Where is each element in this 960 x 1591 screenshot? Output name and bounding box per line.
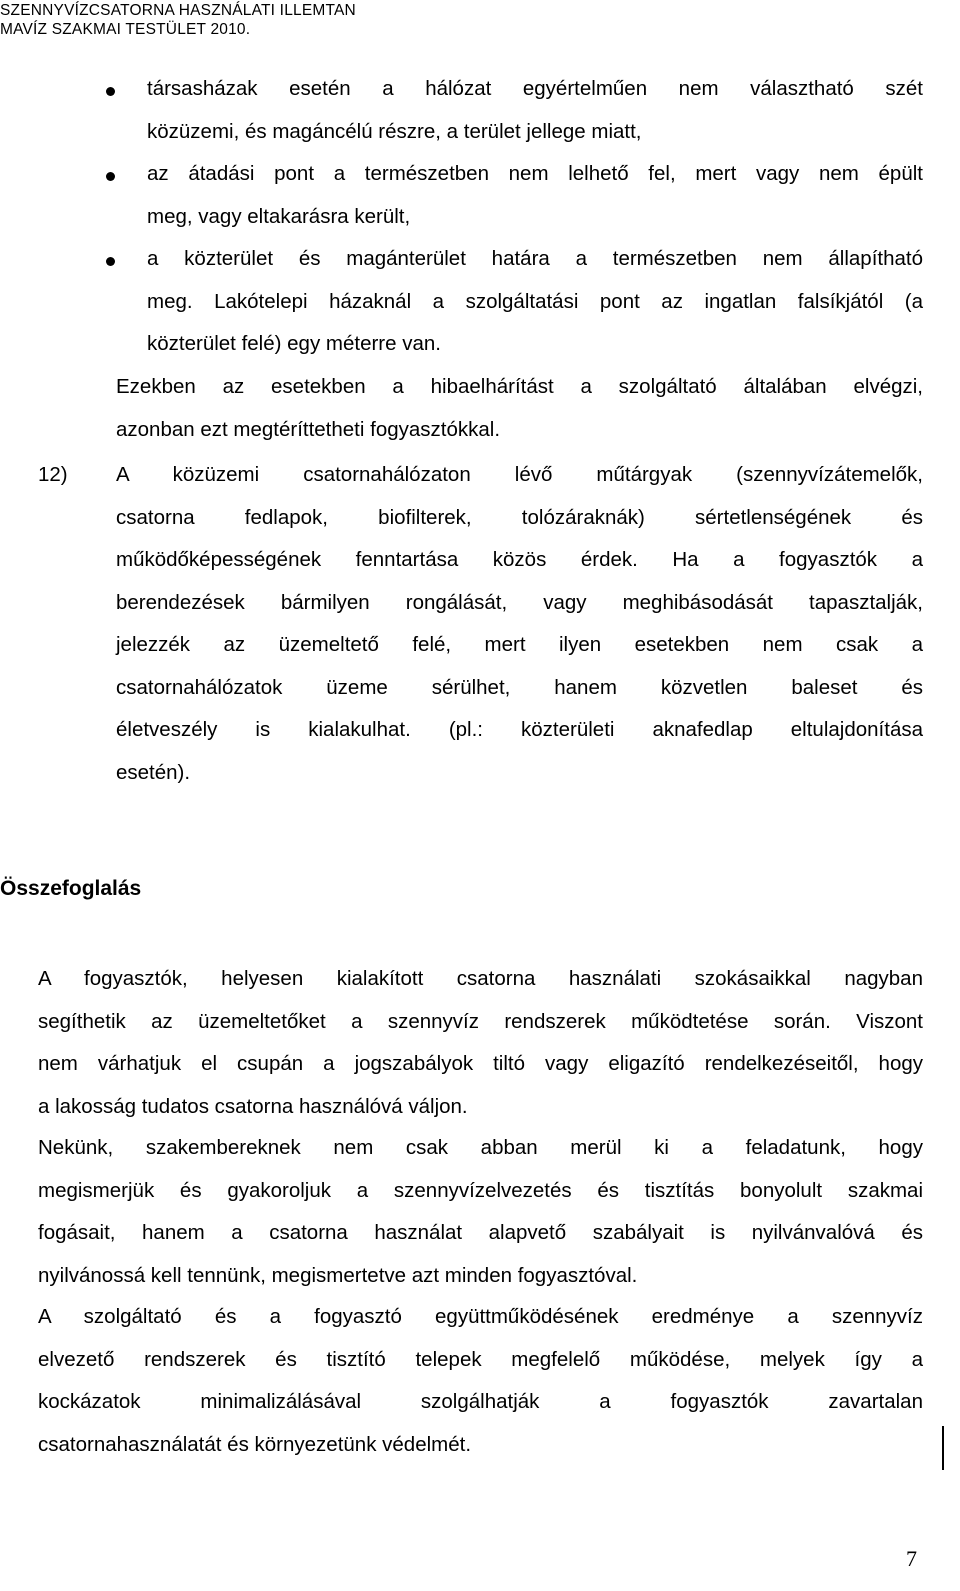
bullet-item <box>147 153 923 238</box>
item-12-paragraph <box>116 454 923 794</box>
bullet-icon <box>106 172 115 181</box>
text-line: A fogyasztók, helyesen kialakított csatorna használati szokásaikkal nagyban <box>38 967 923 990</box>
text-line: Ezekben az esetekben a hibaelhárítást a szolgáltató általában elvégzi, <box>116 375 923 398</box>
text-line: berendezések bármilyen rongálását, vagy meghibásodását tapasztalják, <box>116 590 923 614</box>
text-line: társasházak esetén a hálózat egyértelműen nem választható szét <box>147 77 923 100</box>
text-line: az átadási pont a természetben nem lelhető fel, mert vagy nem épült <box>147 162 923 185</box>
text-line: csatornahálózatok üzeme sérülhet, hanem közvetlen baleset és <box>116 675 923 699</box>
bullet-item <box>147 68 923 153</box>
bullet-icon <box>106 87 115 96</box>
header-subtitle: MAVÍZ SZAKMAI TESTÜLET 2010. <box>0 21 251 38</box>
text-line: A közüzemi csatornahálózaton lévő műtárgyak (szennyvízátemelők, <box>116 463 923 486</box>
text-line: elvezető rendszerek és tisztító telepek megfelelő működése, melyek így a <box>38 1347 923 1371</box>
text-line: működőképességének fenntartása közös érdek. Ha a fogyasztók a <box>116 548 923 571</box>
summary-paragraph <box>38 958 923 1128</box>
text-line: meg, vagy eltakarásra került, <box>147 204 411 228</box>
text-line: fogásait, hanem a csatorna használat alapvető szabályait is nyilvánvalóvá és <box>38 1221 923 1244</box>
text-line: nem várhatjuk el csupán a jogszabályok tiltó vagy eligazító rendelkezéseitől, hogy <box>38 1052 923 1075</box>
text-line: jelezzék az üzemeltető felé, mert ilyen esetekben nem csak a <box>116 633 923 656</box>
text-line: meg. Lakótelepi házaknál a szolgáltatási pont az ingatlan falsíkjától (a <box>147 289 923 313</box>
text-line: azonban ezt megtéríttetheti fogyasztókkal. <box>116 417 501 441</box>
document-header <box>0 1 356 39</box>
item-number: 12) <box>38 463 68 486</box>
change-bar <box>942 1426 944 1470</box>
text-line: csatornahasználatát és környezetünk védelmét. <box>38 1432 472 1456</box>
summary-paragraph <box>38 1127 923 1297</box>
text-line: megismerjük és gyakoroljuk a szennyvízelvezetés és tisztítás bonyolult szakmai <box>38 1178 923 1202</box>
text-line: csatorna fedlapok, biofilterek, tolózáraknák) sértetlenségének és <box>116 505 923 529</box>
text-line: közüzemi, és magáncélú részre, a terület jellege miatt, <box>147 119 642 143</box>
bullet-icon <box>106 257 115 266</box>
text-line: a közterület és magánterület határa a természetben nem állapítható <box>147 247 923 270</box>
section-title: Összefoglalás <box>0 877 142 900</box>
text-line: közterület felé) egy méterre van. <box>147 332 441 355</box>
bullet-followup <box>116 366 923 451</box>
text-line: A szolgáltató és a fogyasztó együttműködésének eredménye a szennyvíz <box>38 1305 923 1328</box>
text-line: nyilvánossá kell tennünk, megismertetve azt minden fogyasztóval. <box>38 1263 638 1287</box>
summary-paragraph <box>38 1296 923 1466</box>
bullet-item <box>147 238 923 366</box>
text-line: életveszély is kialakulhat. (pl.: közterületi aknafedlap eltulajdonítása <box>116 718 923 741</box>
text-line: kockázatok minimalizálásával szolgálhatják a fogyasztók zavartalan <box>38 1390 923 1413</box>
header-title: SZENNYVÍZCSATORNA HASZNÁLATI ILLEMTAN <box>0 2 356 19</box>
text-line: esetén). <box>116 760 191 784</box>
text-line: Nekünk, szakembereknek nem csak abban merül ki a feladatunk, hogy <box>38 1136 923 1159</box>
text-line: a lakosság tudatos csatorna használóvá váljon. <box>38 1094 468 1118</box>
page-number: 7 <box>906 1546 917 1571</box>
text-line: segíthetik az üzemeltetőket a szennyvíz rendszerek működtetése során. Viszont <box>38 1009 923 1033</box>
